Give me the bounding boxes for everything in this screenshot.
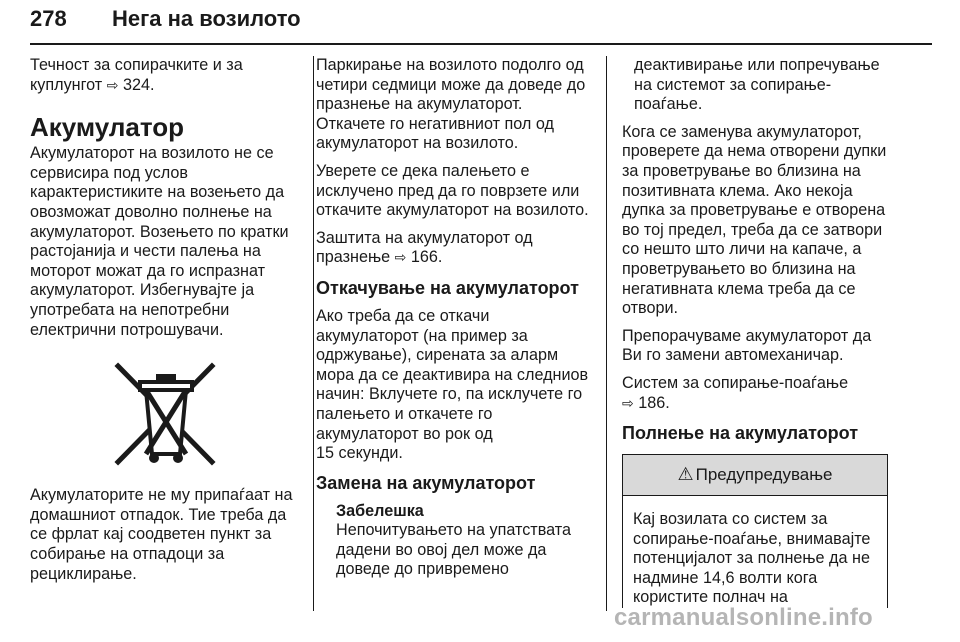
warning-title: Предупредување (695, 465, 833, 485)
warning-header (623, 455, 887, 496)
paragraph: Заштита на акумулаторот од празнење ⇨ 166. (316, 228, 533, 267)
paragraph: Акумулаторот на возилото не се сервисира под услов карактеристиките на возењето да овозможат доволно полнење на акумулаторот. Возењето по кратки растојанија и чести палења на моторот можат да го испразнат акумулаторот. Избегнувајте ја употребата на непотребни електрични потрошувачи. (30, 144, 289, 339)
column-1 (30, 56, 300, 592)
watermark: carmanualsonline.info (614, 604, 873, 631)
note-title: Забелешка (336, 501, 424, 520)
column-divider (313, 56, 314, 611)
paragraph: Уверете се дека палењето е исклучено пред да го поврзете или откачите акумулаторот на возилото. (316, 161, 589, 220)
section-heading: Акумулатор (30, 112, 185, 143)
cross-reference[interactable]: ⇨ 324. (106, 75, 155, 94)
column-3 (622, 56, 888, 608)
note-text: Непочитувањето на упатствата дадени во овој дел може да доведе до привремено (336, 521, 572, 579)
paragraph: Препорачуваме акумулаторот да Ви го замени автомеханичар. (622, 326, 872, 365)
paragraph: Течност за сопирачките и за куплунгот ⇨ 324. (30, 56, 243, 94)
section-heading: Откачување на акумулаторот (316, 277, 579, 298)
column-divider (606, 56, 607, 611)
cross-reference-arrow-icon: ⇨ (622, 395, 634, 412)
section-heading: Замена на акумулаторот (316, 472, 536, 493)
cross-reference-arrow-icon: ⇨ (106, 77, 119, 94)
warning-text: Кај возилата со систем за сопирање-поаѓање, внимавајте потенцијалот за полнење да не надмине 14,6 волти кога користите полнач на (633, 510, 871, 607)
paragraph: Систем за сопирање-поаѓање ⇨ 186. (622, 373, 849, 412)
crossed-out-wheelie-bin-icon (114, 362, 218, 468)
warning-box (622, 454, 888, 608)
paragraph: Паркирање на возилото подолго од четири седмици може да доведе до празнење на акумулаторот. Откачете го негативниот пол од акумулаторот на возилото. (316, 56, 586, 153)
warning-triangle-icon: ⚠ (677, 464, 694, 486)
cross-reference[interactable]: ⇨ 166. (394, 248, 443, 267)
cross-reference[interactable]: ⇨ 186. (622, 393, 670, 412)
column-2 (316, 56, 595, 580)
running-head: Нега на возилото (112, 6, 301, 31)
page-number: 278 (30, 6, 67, 31)
section-heading: Полнење на акумулаторот (622, 423, 859, 444)
paragraph: Акумулаторите не му припаѓаат на домашниот отпадок. Тие треба да се фрлат кај соодветен пункт за собирање на отпадоци за рециклирање. (30, 486, 293, 583)
note-continuation: деактивирање или попречување на системот за сопирање-поаѓање. (634, 56, 880, 114)
paragraph: Ако треба да се откачи акумулаторот (на пример за одржување), сирената за аларм мора да се деактивира на следниов начин: Вклучете го, па исклучете го палењето и откачете го акумулаторот во рок од 15 секунди. (316, 306, 589, 463)
cross-reference-arrow-icon: ⇨ (394, 250, 407, 267)
paragraph: Кога се заменува акумулаторот, проверете да нема отворени дупки за проветрување во близина на позитивната клема. Ако некоја дупка за проветрување е отворена во тој предел, треба да се затвори со нешто што личи на капаче, а проветрувањето во близина на негативната клема треба да се отвори. (622, 122, 887, 318)
header-rule (30, 43, 932, 45)
note-block (316, 502, 595, 580)
